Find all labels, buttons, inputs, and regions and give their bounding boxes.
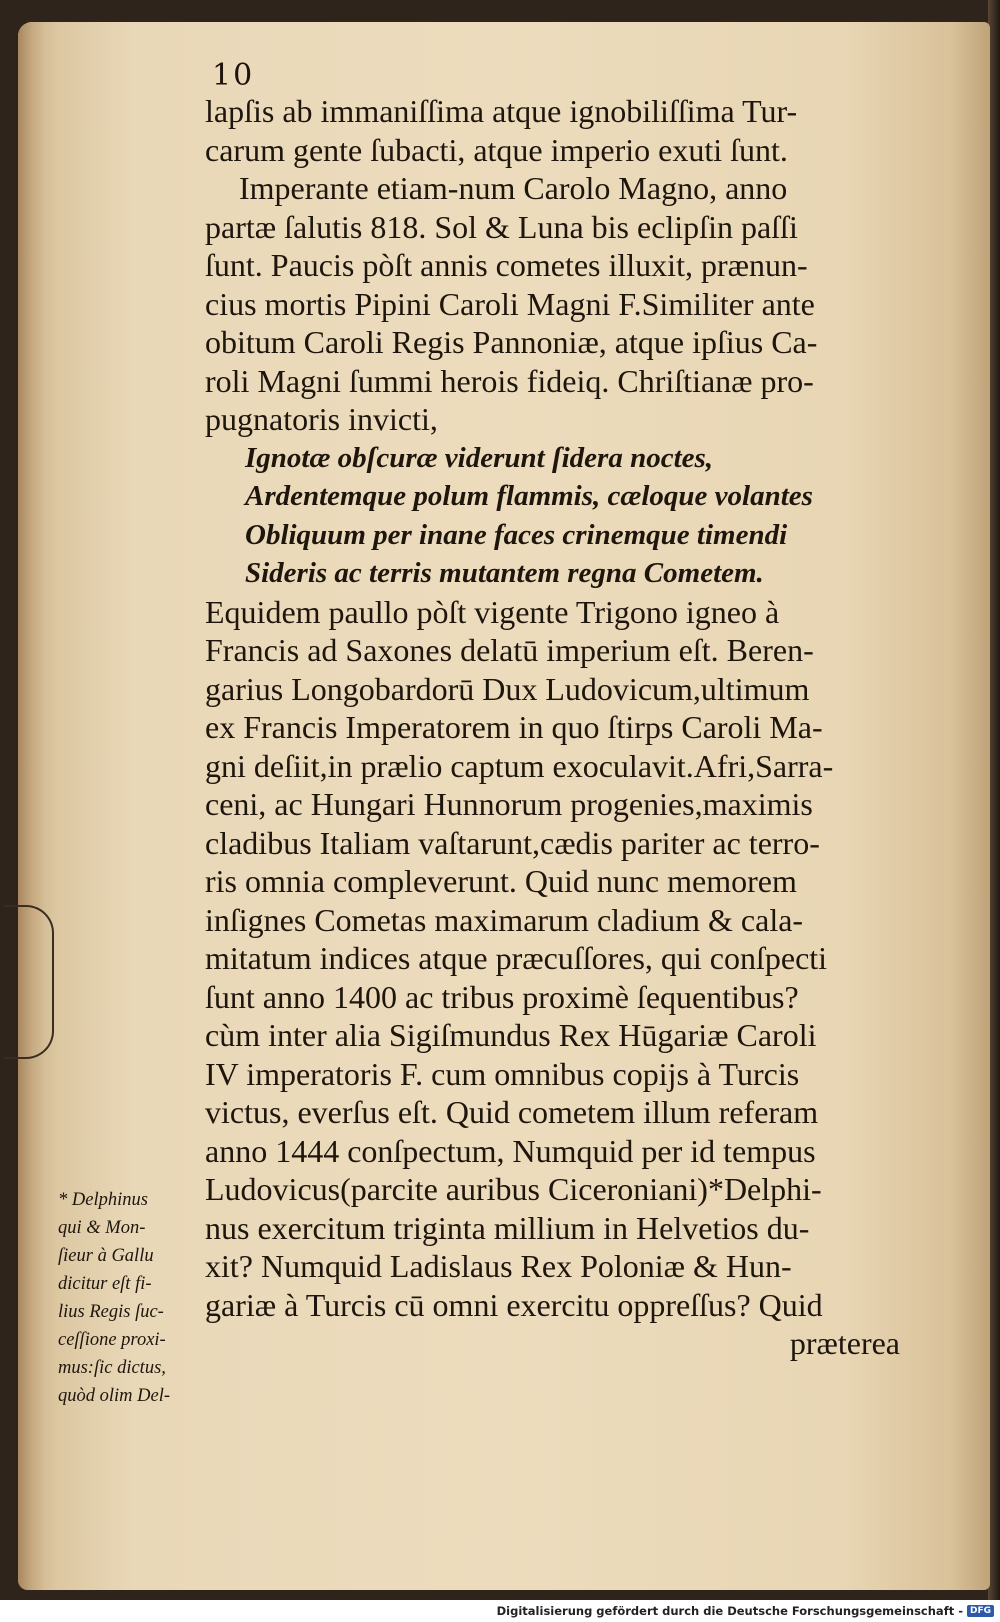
text-line: IV imperatoris F. cum omnibus copijs à Turcis (205, 1055, 800, 1092)
text-line: gni deſiit,in prælio captum exoculavit.Afri,Sarra- (205, 747, 834, 784)
text-line: Sideris ac terris mutantem regna Cometem. (245, 557, 764, 589)
text-line: Francis ad Saxones delatū imperium eſt. Beren- (205, 632, 814, 668)
text-line: Ludovicus(parcite auribus Ciceroniani)*Delphi- (205, 1171, 822, 1207)
text-line: gariæ à Turcis cū omni exercitu oppreſſus? Quid (205, 1286, 823, 1323)
text-line: præterea (789, 1325, 900, 1361)
text-line: Imperante etiam-num Carolo Magno, anno (239, 170, 788, 206)
text-line: Ignotæ obſcuræ viderunt ſidera noctes, (245, 441, 714, 474)
text-line: ris omnia compleverunt. Quid nunc memorem (205, 863, 797, 899)
digitization-credit (497, 1603, 994, 1619)
text-line: Ardentemque polum flammis, cæloque volantes (245, 480, 813, 512)
marginal-note-line: ceſſione proxi- (58, 1330, 166, 1350)
text-line: lapſis ab immaniſſima atque ignobiliſſima Tur- (205, 93, 798, 129)
text-line: inſignes Cometas maximarum cladium & cala- (205, 901, 804, 938)
page-gutter-shadow (18, 22, 44, 1590)
marginal-note-line: dicitur eſt fi- (58, 1274, 152, 1294)
text-line: mitatum indices atque præcuſſores, qui conſpecti (205, 940, 828, 976)
text-line: Equidem paullo pòſt vigente Trigono igneo à (205, 593, 780, 630)
text-line: pugnatoris invicti, (205, 401, 438, 437)
credit-text: Digitalisierung gefördert durch die Deutsche Forschungsgemeinschaft - (496, 1604, 963, 1618)
text-line: ceni, ac Hungari Hunnorum progenies,maximis (205, 786, 813, 822)
text-line: anno 1444 conſpectum, Numquid per id tempus (205, 1132, 816, 1169)
marginal-note-line: ſieur à Gallu (58, 1246, 154, 1266)
page-clip (4, 905, 54, 1059)
text-line: obitum Caroli Regis Pannoniæ, atque ipſius Ca- (205, 324, 818, 360)
text-line: cladibus Italiam vaſtarunt,cædis pariter ac terro- (205, 824, 820, 861)
dfg-logo: DFG (967, 1605, 994, 1617)
text-line: roli Magni ſummi herois fideiq. Chriſtianæ pro- (205, 362, 814, 399)
text-line: xit? Numquid Ladislaus Rex Poloniæ & Hun- (205, 1248, 792, 1284)
text-line: cius mortis Pipini Caroli Magni F.Similiter ante (205, 285, 815, 322)
main-text-block (205, 92, 900, 1363)
text-line: nus exercitum triginta millium in Helvetios du- (205, 1209, 810, 1246)
text-line: garius Longobardorū Dux Ludovicum,ultimum (205, 670, 810, 707)
marginal-note-line: mus:ſic dictus, (58, 1358, 166, 1378)
text-line: carum gente ſubacti, atque imperio exuti ſunt. (205, 131, 788, 168)
text-line: ex Francis Imperatorem in quo ſtirps Caroli Ma- (205, 709, 823, 745)
page-number: 10 (212, 58, 255, 93)
text-line: ſunt. Paucis pòſt annis cometes illuxit, prænun- (205, 247, 808, 283)
marginal-note-line: quòd olim Del- (58, 1386, 171, 1406)
text-line: cùm inter alia Sigiſmundus Rex Hūgariæ Caroli (205, 1017, 817, 1053)
marginal-note-line: qui & Mon- (58, 1218, 146, 1238)
text-line: ſunt anno 1400 ac tribus proximè ſequentibus? (205, 978, 799, 1015)
marginal-note-line: * Delphinus (58, 1190, 148, 1210)
text-line: victus, everſus eſt. Quid cometem illum referam (205, 1094, 819, 1130)
text-line: partæ ſalutis 818. Sol & Luna bis eclipſin paſſi (205, 208, 798, 245)
marginal-note-line: lius Regis ſuc- (58, 1302, 164, 1322)
marginal-note (58, 1186, 198, 1410)
text-line: Obliquum per inane faces crinemque timendi (245, 518, 788, 551)
